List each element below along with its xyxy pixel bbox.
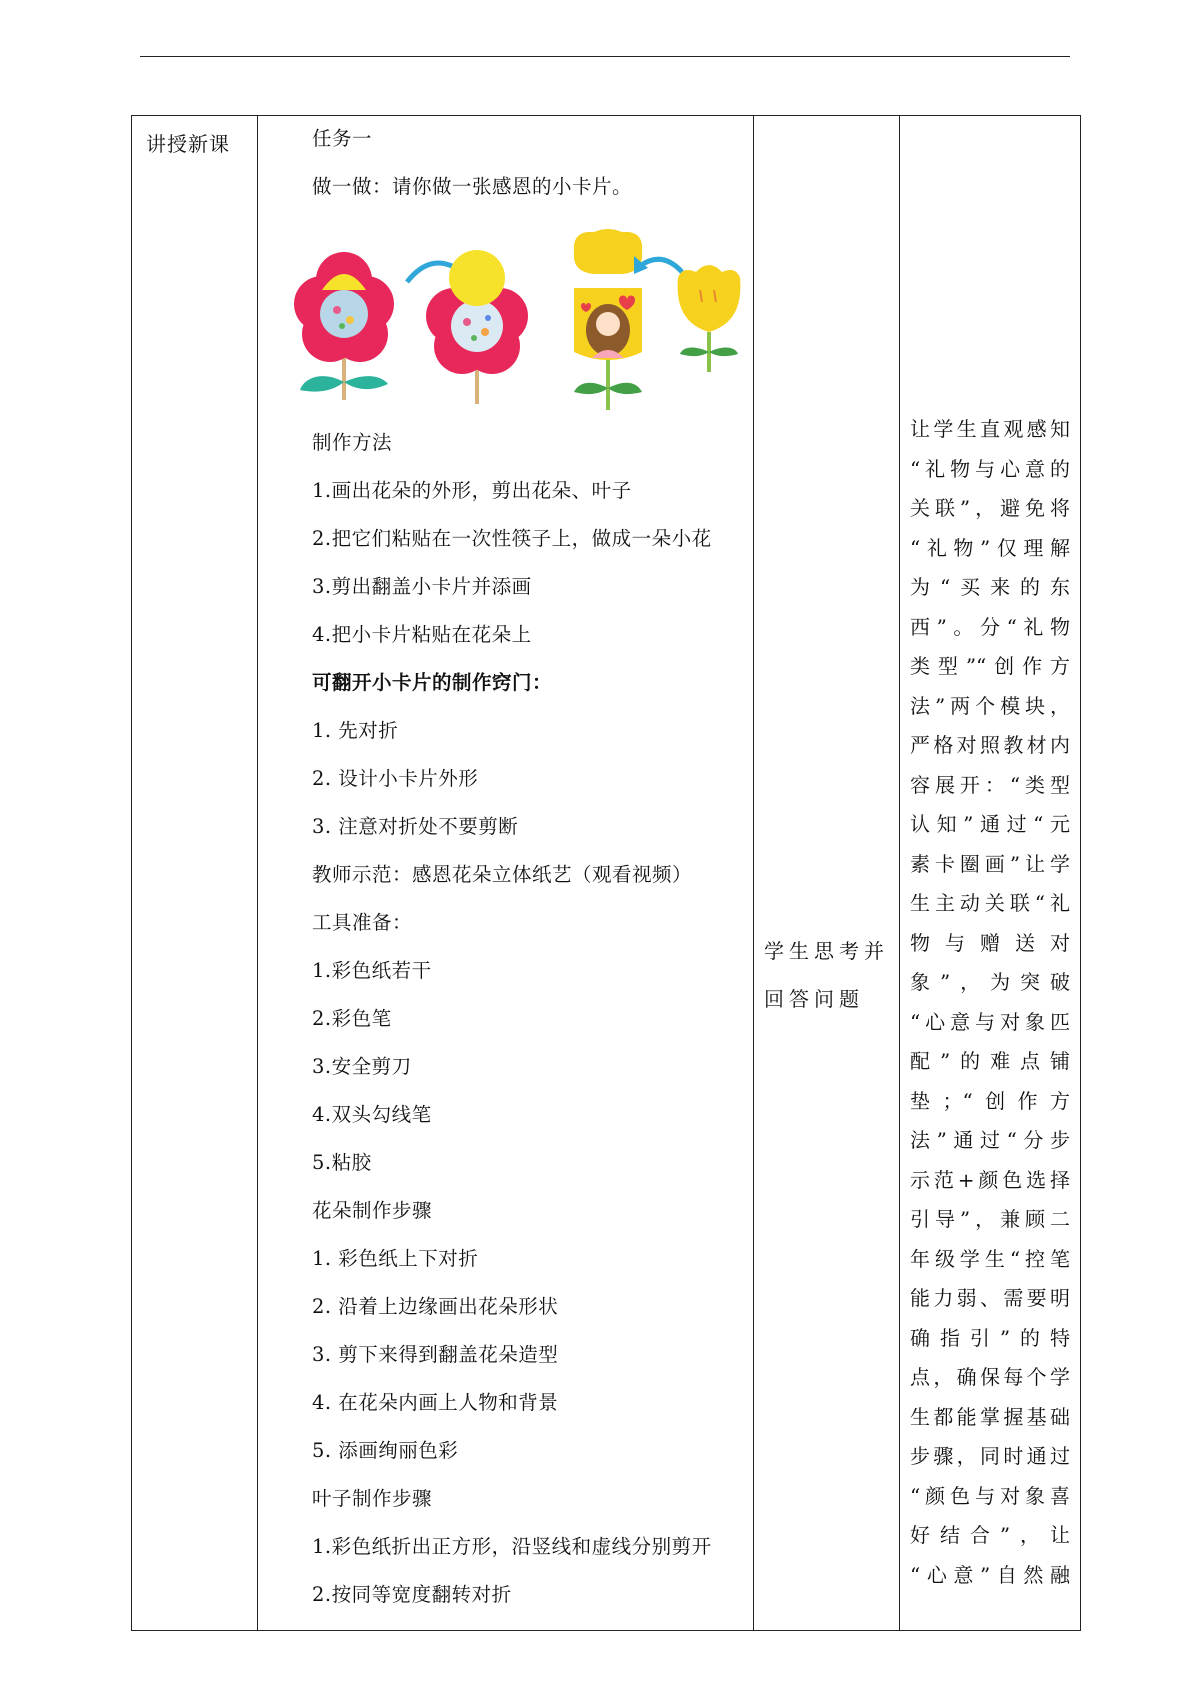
student-activity [754, 938, 899, 1034]
section-cell [132, 116, 258, 1631]
design-intent-line: 示范+颜色选择 [910, 1167, 1070, 1192]
tool-item: 1.彩色纸若干 [312, 959, 432, 982]
flower-step: 3. 剪下来得到翻盖花朵造型 [312, 1343, 559, 1366]
design-intent-line: 法”两个模块， [910, 693, 1070, 718]
design-intent-line: 物与赠送对 [910, 930, 1070, 955]
design-intent-cell [900, 116, 1081, 1631]
method-step: 4.把小卡片粘贴在花朵上 [312, 623, 532, 646]
leaf-step: 1.彩色纸折出正方形，沿竖线和虚线分别剪开 [312, 1535, 712, 1558]
student-activity-line: 回答问题 [764, 987, 864, 1011]
flower-step: 4. 在花朵内画上人物和背景 [312, 1391, 559, 1414]
design-intent-line: 象”，为突破 [910, 970, 1070, 994]
design-intent-line: 素卡圈画”让学 [910, 851, 1070, 876]
flower-step: 1. 彩色纸上下对折 [312, 1247, 479, 1270]
design-intent-line: 类型”“创作方 [910, 654, 1070, 678]
flower-card-craft-icon [312, 222, 753, 422]
design-intent-line: 容展开：“类型 [910, 772, 1070, 797]
method-title: 制作方法 [312, 431, 393, 454]
tip-item: 2. 设计小卡片外形 [312, 767, 479, 790]
design-intent-line: 让学生直观感知 [910, 417, 1070, 441]
design-intent-line: 步骤，同时通过 [910, 1444, 1070, 1468]
lesson-table [131, 115, 1081, 1631]
section-label: 讲授新课 [146, 132, 230, 156]
leaf-step: 2.按同等宽度翻转对折 [312, 1583, 512, 1606]
method-step: 3.剪出翻盖小卡片并添画 [312, 575, 532, 598]
task-desc: 做一做：请你做一张感恩的小卡片。 [312, 175, 633, 198]
design-intent-line: 能力弱、需要明 [910, 1286, 1070, 1310]
tips-title: 可翻开小卡片的制作窍门： [312, 671, 553, 694]
design-intent [900, 416, 1080, 1601]
design-intent-line: 法”通过“分步 [910, 1128, 1070, 1152]
design-intent-line: “心意与对象匹 [910, 1009, 1070, 1034]
tip-item: 3. 注意对折处不要剪断 [312, 815, 519, 838]
design-intent-line: 年级学生“控笔 [910, 1246, 1070, 1271]
tools-title: 工具准备： [312, 911, 413, 934]
design-intent-line: 好结合”，让 [910, 1523, 1070, 1547]
red-flower-open-icon [294, 252, 394, 400]
design-intent-line: 严格对照教材内 [910, 733, 1070, 757]
tool-item: 2.彩色笔 [312, 1007, 392, 1030]
design-intent-line: 点，确保每个学 [910, 1365, 1070, 1389]
content-body [258, 116, 753, 1630]
design-intent-line: 西”。分“礼物 [910, 614, 1070, 639]
design-intent-line: 配”的难点铺 [910, 1049, 1070, 1073]
tool-item: 4.双头勾线笔 [312, 1103, 432, 1126]
method-step: 1.画出花朵的外形，剪出花朵、叶子 [312, 479, 632, 502]
task-title: 任务一 [312, 127, 373, 150]
teacher-demo: 教师示范：感恩花朵立体纸艺（观看视频） [312, 863, 693, 886]
design-intent-line: 为“买来的东 [910, 575, 1070, 599]
design-intent-line: “礼物与心意的 [910, 456, 1070, 481]
flower-step: 5. 添画绚丽色彩 [312, 1439, 459, 1462]
design-intent-line: 认知”通过“元 [910, 812, 1070, 836]
content-cell [258, 116, 754, 1631]
yellow-tulip-icon [678, 265, 741, 372]
flower-steps-title: 花朵制作步骤 [312, 1199, 433, 1222]
yellow-card-girl-icon [574, 229, 642, 410]
design-intent-line: 确指引”的特 [910, 1325, 1070, 1350]
design-intent-line: 垫；“创作方 [910, 1088, 1070, 1113]
header-rule [140, 56, 1070, 57]
design-intent-line: 引导”，兼顾二 [910, 1207, 1070, 1231]
student-activity-cell [754, 116, 900, 1631]
tip-item: 1. 先对折 [312, 719, 399, 742]
red-flower-closed-icon [426, 250, 528, 404]
method-step: 2.把它们粘贴在一次性筷子上，做成一朵小花 [312, 527, 712, 550]
table-row [132, 116, 1081, 1631]
design-intent-line: 生主动关联“礼 [910, 891, 1070, 915]
flower-step: 2. 沿着上边缘画出花朵形状 [312, 1295, 559, 1318]
design-intent-line: “心意”自然融 [910, 1562, 1070, 1587]
design-intent-line: 关联”，避免将 [910, 496, 1070, 520]
student-activity-line: 学生思考并 [764, 939, 889, 963]
tool-item: 5.粘胶 [312, 1151, 372, 1174]
design-intent-line: “礼物”仅理解 [910, 535, 1070, 560]
tool-item: 3.安全剪刀 [312, 1055, 412, 1078]
design-intent-line: “颜色与对象喜 [910, 1483, 1070, 1508]
design-intent-line: 生都能掌握基础 [910, 1404, 1070, 1429]
leaf-steps-title: 叶子制作步骤 [312, 1487, 433, 1510]
